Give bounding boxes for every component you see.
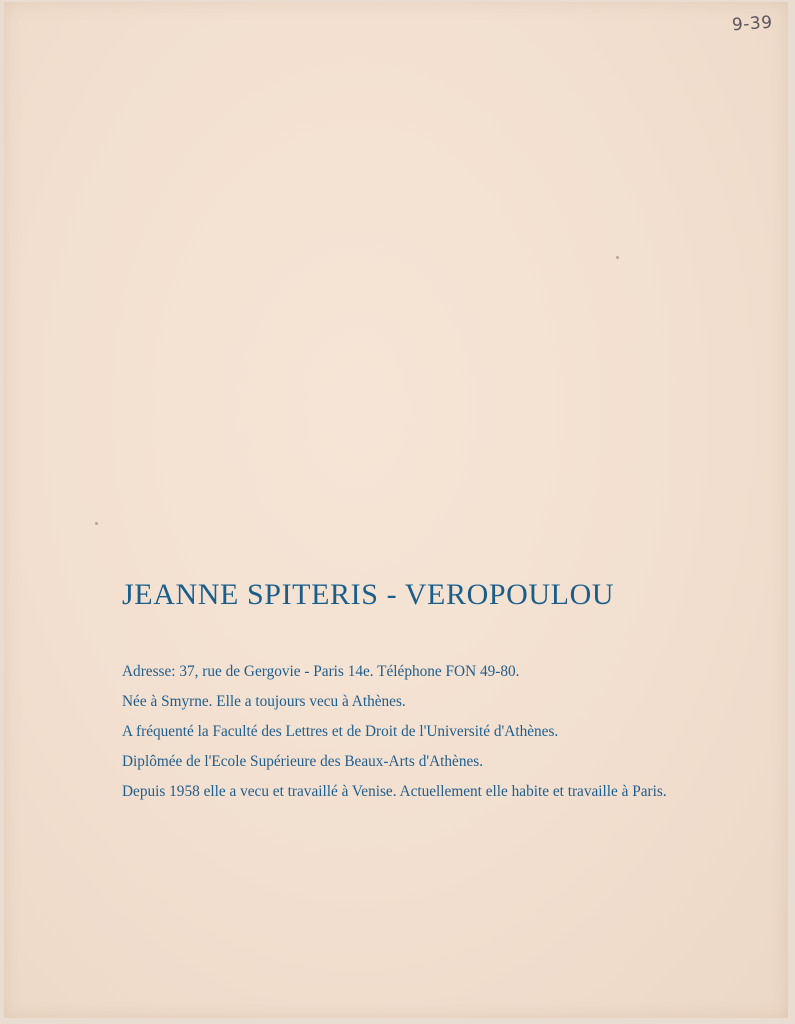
paper-speck [95, 522, 98, 525]
diploma-line: Diplômée de l'Ecole Supérieure des Beaux-Arts d'Athènes. [122, 753, 484, 770]
paper-speck [616, 256, 619, 259]
studies-line: A fréquenté la Faculté des Lettres et de Droit de l'Université d'Athènes. [122, 723, 559, 740]
address-line: Adresse: 37, rue de Gergovie - Paris 14e. Téléphone FON 49-80. [122, 663, 520, 680]
handwritten-page-number: 9-39 [731, 12, 774, 36]
birth-line: Née à Smyrne. Elle a toujours vecu à Athènes. [122, 693, 406, 710]
biography-block [122, 662, 667, 812]
residence-line: Depuis 1958 elle a vecu et travaillé à Venise. Actuellement elle habite et travaille à Paris. [122, 783, 667, 800]
document-page [4, 2, 788, 1018]
artist-name-heading: JEANNE SPITERIS - VEROPOULOU [122, 578, 615, 611]
